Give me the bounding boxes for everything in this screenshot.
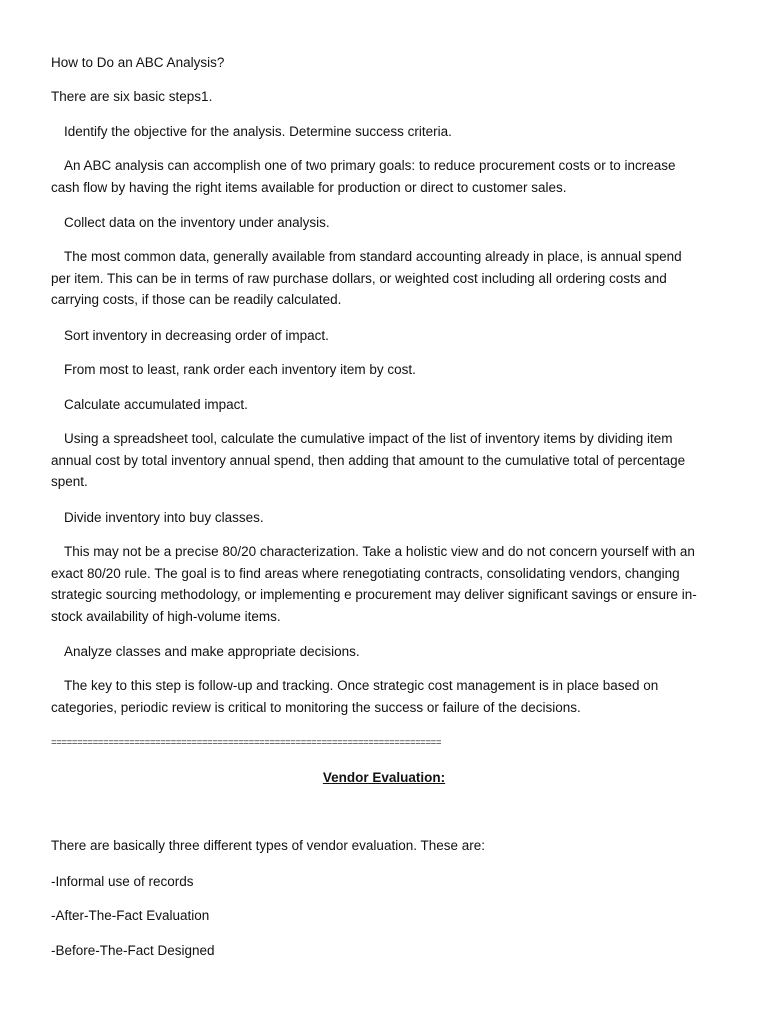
list-item-1: -Informal use of records xyxy=(51,874,194,889)
paragraph-5: Sort inventory in decreasing order of impact. xyxy=(64,328,329,343)
list-item-3: -Before-The-Fact Designed xyxy=(51,943,215,958)
list-item-2: -After-The-Fact Evaluation xyxy=(51,908,210,923)
separator-line: =========================================================================== xyxy=(51,737,442,748)
paragraph-12: The key to this step is follow-up and tracking. Once strategic cost management is in place based on categories, periodic review is critical to monitoring the success or failure of the decisions. xyxy=(51,678,659,715)
document-title: How to Do an ABC Analysis? xyxy=(51,55,225,70)
paragraph-8: Using a spreadsheet tool, calculate the cumulative impact of the list of inventory items by dividing item annual cost by total inventory annual spend, then adding that amount to the cumulative total of percentage spent. xyxy=(51,431,686,490)
paragraph-10: This may not be a precise 80/20 characterization. Take a holistic view and do not concern yourself with an exact 80/20 rule. The goal is to find areas where renegotiating contracts, consolidating vendors, changing strategic sourcing methodology, or implementing e procurement may deliver significant savings or ensure in-stock availability of high-volume items. xyxy=(51,544,697,625)
intro-text: There are six basic steps1. xyxy=(51,89,213,104)
paragraph-6: From most to least, rank order each inventory item by cost. xyxy=(64,362,416,377)
paragraph-9: Divide inventory into buy classes. xyxy=(64,510,264,525)
paragraph-4: The most common data, generally available from standard accounting already in place, is annual spend per item. This can be in terms of raw purchase dollars, or weighted cost including all ordering costs and carrying costs, if those can be readily calculated. xyxy=(51,249,682,308)
section-intro: There are basically three different types of vendor evaluation. These are: xyxy=(51,838,486,853)
paragraph-11: Analyze classes and make appropriate decisions. xyxy=(64,644,360,659)
paragraph-7: Calculate accumulated impact. xyxy=(64,397,248,412)
paragraph-1: Identify the objective for the analysis. Determine success criteria. xyxy=(64,124,452,139)
paragraph-2: An ABC analysis can accomplish one of two primary goals: to reduce procurement costs or to increase cash flow by having the right items available for production or direct to customer sales. xyxy=(51,158,676,195)
paragraph-3: Collect data on the inventory under analysis. xyxy=(64,215,330,230)
section-heading: Vendor Evaluation: xyxy=(322,770,446,785)
